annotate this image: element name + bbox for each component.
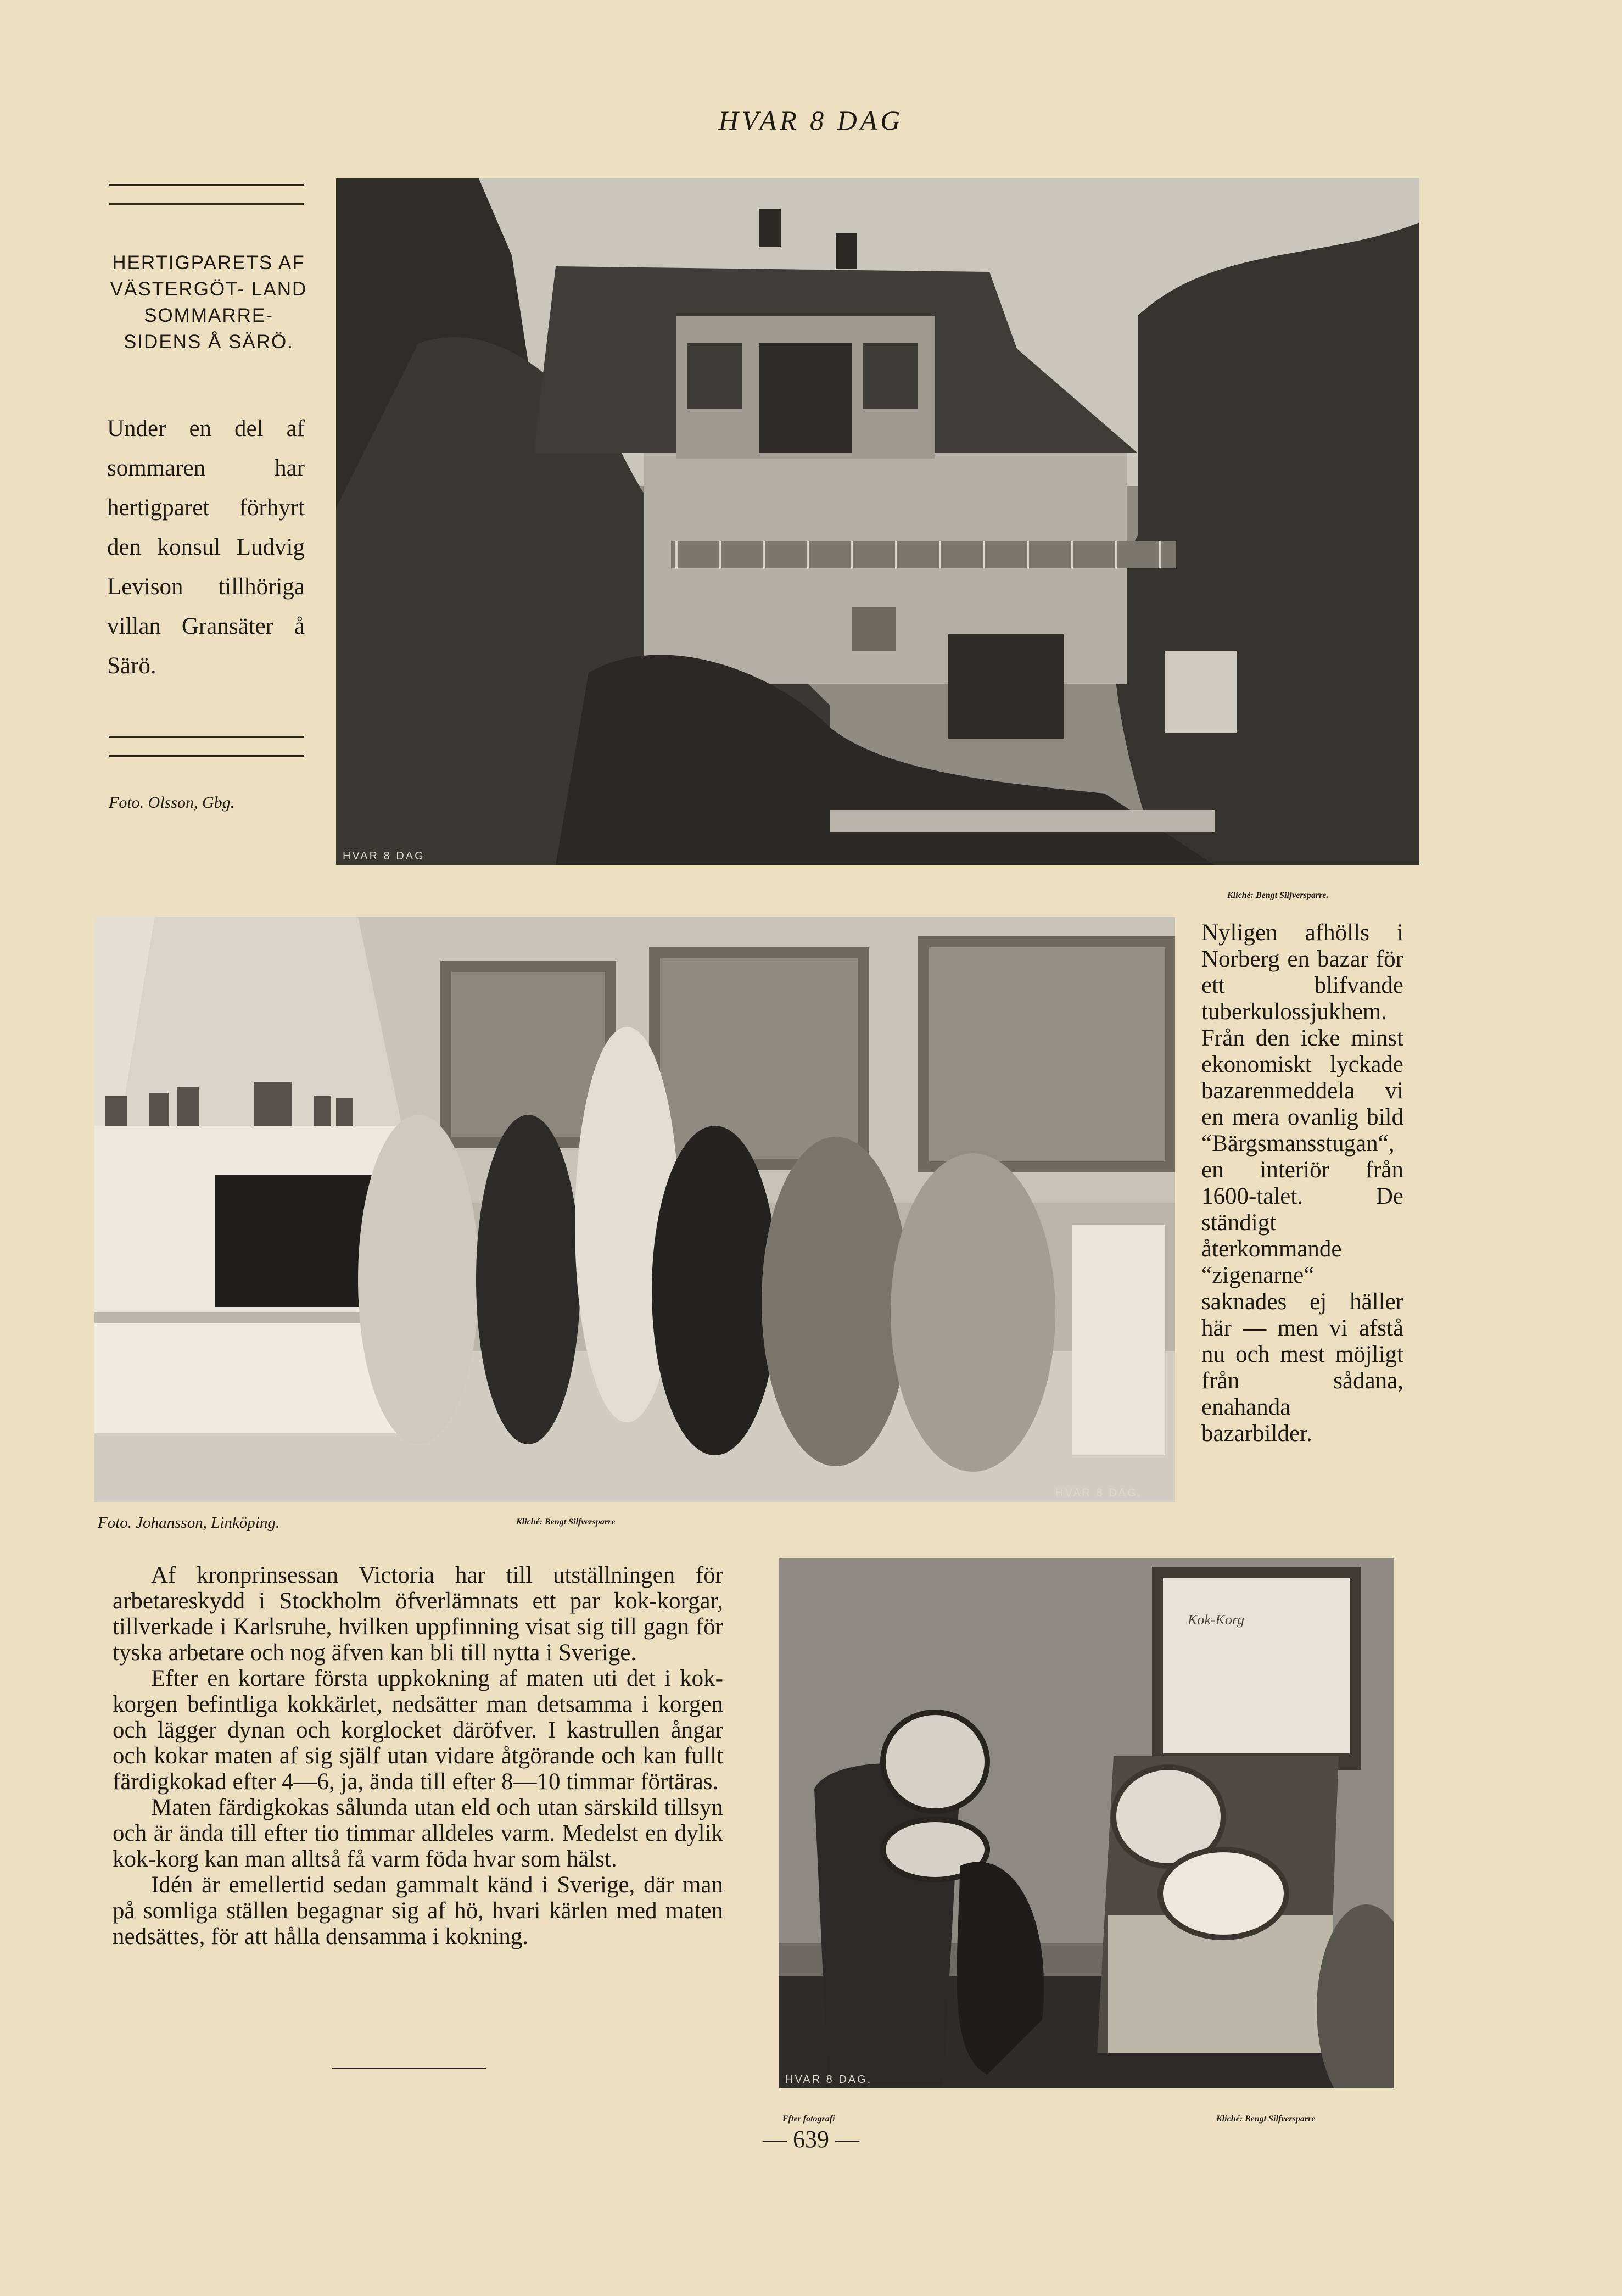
cookbox-lid-label: Kok-Korg [1188,1612,1245,1628]
villa-caption-title: HERTIGPARETS AF VÄSTERGÖT- LAND SOMMARRE- SIDENS Å SÄRÖ. [110,252,307,353]
villa-caption-body: Under en del af sommaren har hertigparet förhyrt den konsul Ludvig Levison tillhöriga villan Gransäter å Särö. [107,416,305,679]
article-end-rule [332,2068,486,2069]
bazaar-text: Nyligen afhölls i Norberg en bazar för ett blifvande tuberkulossjukhem. Från den icke minst ekonomiskt lyckade bazarenmeddela vi en mera ovanlig bild “Bärgsmansstugan“, en interiör från 1600-talet. De ständigt återkommande “zigenarne“ saknades ej häller här — men vi afstå nu och mest möjligt från sådana, enahanda bazarbilder. [1201,920,1403,1446]
page-number: — 639 — [763,2126,859,2153]
cookbox-photo-credit: Efter fotografi [782,2114,835,2124]
cookbox-photo [779,1558,1394,2088]
cookbox-illustration [779,1558,1394,2088]
villa-illustration [336,178,1419,865]
article-body [113,1562,723,1949]
cookbox-cliche-credit: Kliché: Bengt Silfversparre [1216,2114,1316,2124]
bazaar-photo-credit: Foto. Johansson, Linköping. [98,1514,280,1532]
caption-rule [109,203,304,205]
villa-cliche-credit: Kliché: Bengt Silfversparre. [1227,891,1329,900]
caption-rule [109,736,304,738]
article-paragraph: Idén är emellertid sedan gammalt känd i Sverige, där man på somliga ställen begagnar sig af hö, hvari kärlen med maten nedsättes, för att hålla densamma i kokning. [113,1872,723,1949]
bazaar-watermark: HVAR 8 DAG. [1055,1487,1143,1499]
bazaar-illustration [94,917,1175,1502]
article-paragraph: Af kronprinsessan Victoria har till utställningen för arbetareskydd i Stockholm öfverlämnats ett par kok-korgar, tillverkade i Karlsruhe, hvilken uppfinning visat sig till gagn för tyska arbetare och nog äfven kan bli till nytta i Sverige. [113,1562,723,1666]
caption-rule [109,184,304,186]
bazaar-interior-photo [94,917,1175,1502]
villa-photo [336,178,1419,865]
caption-rule [109,755,304,757]
cookbox-watermark: HVAR 8 DAG. [785,2074,872,2086]
villa-watermark: HVAR 8 DAG [343,850,425,862]
villa-photo-credit: Foto. Olsson, Gbg. [109,794,235,812]
page-header: HVAR 8 DAG [718,105,904,136]
bazaar-cliche-credit: Kliché: Bengt Silfversparre [516,1517,616,1527]
article-paragraph: Maten färdigkokas sålunda utan eld och utan särskild tillsyn och är ända till efter tio timmar alldeles varm. Medelst en dylik kok-korg kan man alltså få varm föda hvar som hälst. [113,1795,723,1872]
article-paragraph: Efter en kortare första uppkokning af maten uti det i kok-korgen befintliga kokkärlet, nedsätter man detsamma i korgen och lägger dynan och korglocket däröfver. I kastrullen ångar och kokar maten af sig själf utan vidare åtgörande och kan fullt färdigkokad efter 4—6, ja, ända till efter 8—10 timmar förtäras. [113,1666,723,1795]
